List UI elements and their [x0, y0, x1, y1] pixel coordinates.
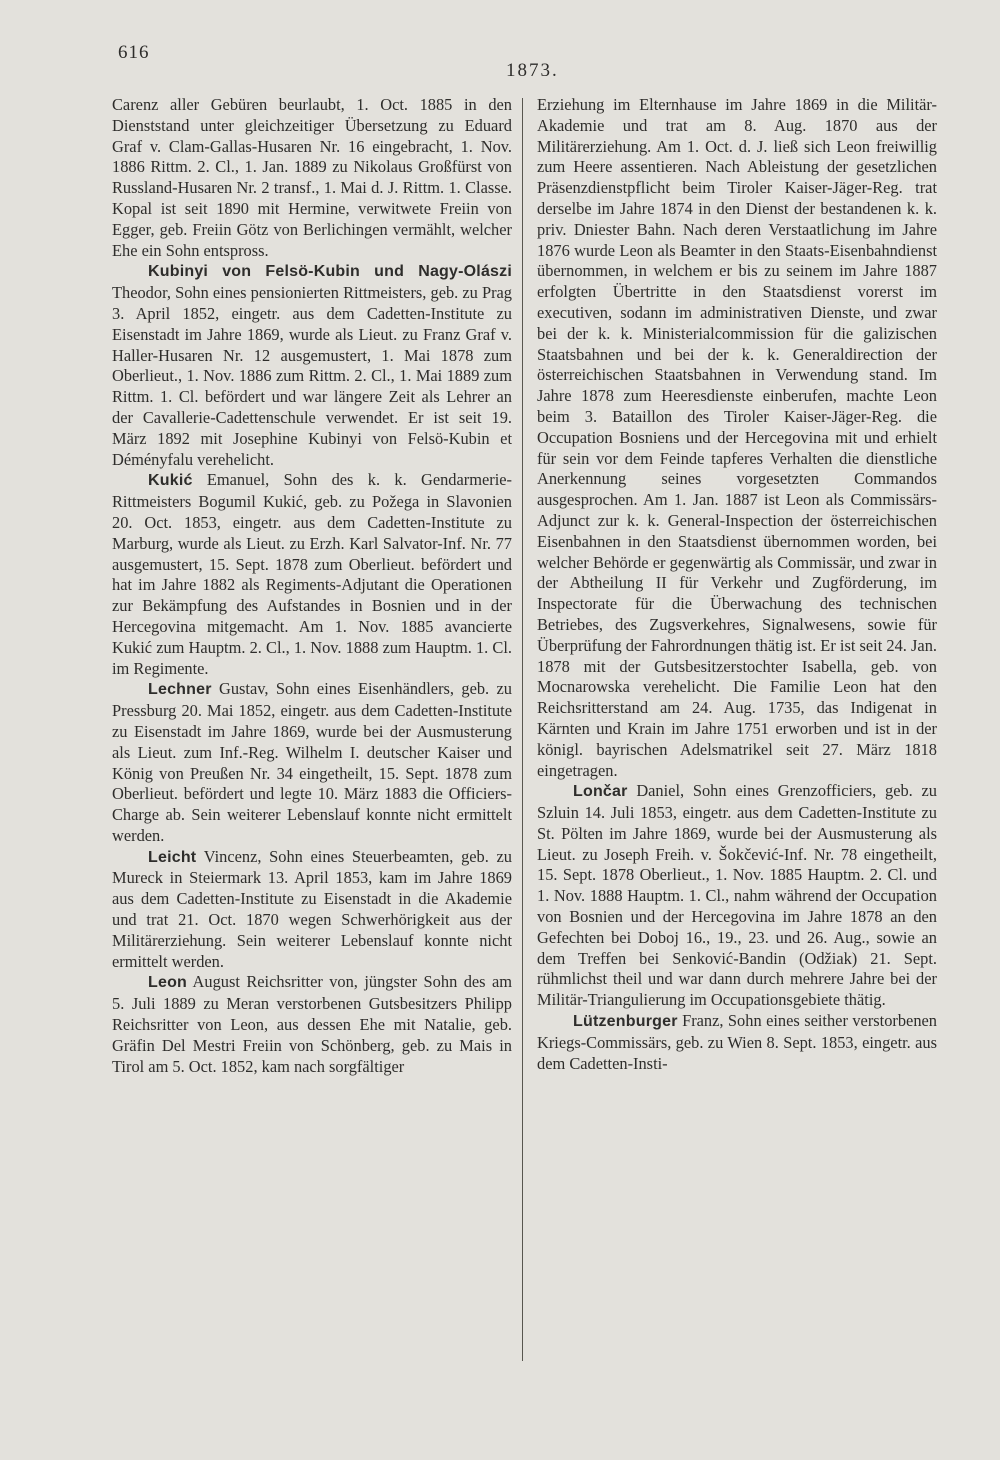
continuation-paragraph	[112, 95, 512, 261]
entry-text: Daniel, Sohn eines Grenzofficiers, geb. zu Szluin 14. Juli 1853, eingetr. aus dem Cadetten-Institute zu St. Pölten im Jahre 1869, wurde bei der Ausmusterung als Lieut. zu Joseph Freih. v. Šokčević-Inf. Nr. 78 eingetheilt, 15. Sept. 1878 Oberlieut., 1. Nov. 1885 Hauptm. 2. Cl. und 1. Nov. 1888 Hauptm. 1. Cl., nahm während der Occupation von Bosnien und der Hercegovina im Jahre 1878 an den Gefechten bei Doboj 16., 19., 23. und 26. Aug., sowie an dem Treffen bei Senković-Bandin (Odžiak) 21. Sept. rühmlichst theil und war dann durch mehrere Jahre bei der Militär-Triangulierung im Occupationsgebiete thätig.	[537, 781, 937, 1010]
biography-entry	[112, 847, 512, 973]
entry-name: Leon	[148, 974, 188, 992]
biography-entry	[112, 679, 512, 846]
entry-name: Lützenburger	[573, 1013, 678, 1031]
left-column	[112, 95, 512, 1077]
page-number: 616	[118, 42, 150, 63]
entry-text: Vincenz, Sohn eines Steuerbeamten, geb. zu Mureck in Steiermark 13. April 1853, kam im Jahre 1869 aus dem Cadetten-Institute zu Eisenstadt in die Akademie und trat 21. Oct. 1870 wegen Schwerhörigkeit aus der Militärerziehung. Sein weiterer Lebenslauf konnte nicht ermittelt werden.	[112, 846, 512, 971]
biography-entry	[112, 972, 512, 1077]
entry-name: Lechner	[148, 681, 212, 699]
entry-text: Franz, Sohn eines seither verstorbenen Kriegs-Commissärs, geb. zu Wien 8. Sept. 1853, eingetr. aus dem Cadetten-Insti-	[537, 1011, 937, 1073]
entry-name: Kubinyi von Felsö-Kubin und Nagy-Olászi	[148, 263, 512, 281]
biography-entry	[112, 470, 512, 679]
entry-text: Emanuel, Sohn des k. k. Gendarmerie-Rittmeisters Bogumil Kukić, geb. zu Požega in Slavonien 20. Oct. 1853, eingetr. aus dem Cadetten-Institute zu Marburg, wurde als Lieut. zu Erzh. Karl Salvator-Inf. Nr. 77 ausgemustert, 15. Sept. 1878 zum Oberlieut. befördert und hat im Jahre 1882 als Regiments-Adjutant die Operationen zur Bekämpfung des Aufstandes in Bosnien und in der Hercegovina mitgemacht. Am 1. Nov. 1885 avancierte Kukić zum Hauptm. 2. Cl., 1. Nov. 1888 zum Hauptm. 1. Cl. im Regimente.	[112, 470, 512, 678]
entry-text: August Reichsritter von, jüngster Sohn des am 5. Juli 1889 zu Meran verstorbenen Gutsbesitzers Philipp Reichsritter von Leon, aus dessen Ehe mit Natalie, geb. Gräfin Del Mestri Freiin von Schönberg, geb. zu Mais in Tirol am 5. Oct. 1852, kam nach sorgfältiger	[112, 972, 512, 1076]
entry-name: Kukić	[148, 472, 193, 490]
entry-name: Leicht	[148, 848, 197, 866]
entry-text: Gustav, Sohn eines Eisenhändlers, geb. zu Pressburg 20. Mai 1852, eingetr. aus dem Cadetten-Institute zu Eisenstadt im Jahre 1869, wurde bei der Ausmusterung als Lieut. zum Inf.-Reg. Wilhelm I. deutscher Kaiser und König von Preußen Nr. 34 eingetheilt, 15. Sept. 1878 zum Oberlieut. befördert und legte 10. März 1883 die Officiers-Charge ab. Sein weiterer Lebenslauf konnte nicht ermittelt werden.	[112, 679, 512, 845]
right-column	[537, 95, 937, 1074]
biography-entry	[537, 1011, 937, 1074]
entry-name: Lončar	[573, 783, 628, 801]
biography-entry	[112, 261, 512, 470]
paragraph-text: Erziehung im Elternhause im Jahre 1869 in die Militär-Akademie und trat am 8. Aug. 1870 aus der Militärerziehung. Am 1. Oct. d. J. ließ sich Leon freiwillig zum Heere assentieren. Nach Ableistung der gesetzlichen Präsenzdienstpflicht beim Tiroler Kaiser-Jäger-Reg. trat derselbe im Jahre 1874 in den Dienst der bestandenen k. k. priv. Dniester Bahn. Nach deren Verstaatlichung im Jahre 1876 wurde Leon als Beamter in den Staats-Eisenbahndienst übernommen, in welchem er bis zu seinem im Jahre 1887 erfolgten Übertritte in den Staatsdienst vorerst im executiven, sodann im administrativen Dienste, und zwar bei der k. k. Ministerialcommission für die galizischen Staatsbahnen und bei der k. k. Generaldirection der österreichischen Staatsbahnen in Verwendung stand. Im Jahre 1878 zum Heeresdienste einberufen, machte Leon beim 3. Bataillon des Tiroler Kaiser-Jäger-Reg. die Occupation Bosniens und der Hercegovina mit und erhielt für sein vor dem Feinde tapferes Verhalten die dienstliche Anerkennung seines vorgesetzten Commandos ausgesprochen. Am 1. Jan. 1887 ist Leon als Commissärs-Adjunct zur k. k. General-Inspection der österreichischen Eisenbahnen in den Staatsdienst übernommen worden, bei welcher Behörde er gegenwärtig als Commissär, und zwar in der Abtheilung II für Verkehr und Zugförderung, im Inspectorate für die Überwachung des technischen Betriebes, des Zugsverkehres, Signalwesens, sowie für Überprüfung der Fahrordnungen thätig ist. Er ist seit 24. Jan. 1878 mit der Gutsbesitzerstochter Isabella, geb. von Mocnarowska verehelicht. Die Familie Leon hat den Reichsritterstand am 24. Aug. 1735, das Indigenat in Kärnten und Krain im Jahre 1751 erworben und ist in der königl. bayrischen Adelsmatrikel seit 27. März 1818 eingetragen.	[537, 95, 937, 780]
continuation-paragraph	[537, 95, 937, 781]
paragraph-text: Carenz aller Gebüren beurlaubt, 1. Oct. 1885 in den Dienststand unter gleichzeitiger Übersetzung zu Eduard Graf v. Clam-Gallas-Husaren Nr. 16 eingebracht, 1. Nov. 1886 Rittm. 2. Cl., 1. Jan. 1889 zu Nikolaus Großfürst von Russland-Husaren Nr. 2 transf., 1. Mai d. J. Rittm. 1. Classe. Kopal ist seit 1890 mit Hermine, verwitwete Freiin von Egger, geb. Freiin Götz von Berlichingen vermählt, welcher Ehe ein Sohn entspross.	[112, 95, 512, 260]
column-divider	[522, 98, 523, 1361]
biography-entry	[537, 781, 937, 1011]
entry-text: Theodor, Sohn eines pensionierten Rittmeisters, geb. zu Prag 3. April 1852, eingetr. aus dem Cadetten-Institute zu Eisenstadt im Jahre 1869, wurde als Lieut. zu Franz Graf v. Haller-Husaren Nr. 12 ausgemustert, 1. Mai 1878 zum Oberlieut., 1. Nov. 1886 zum Rittm. 2. Cl., 1. Mai 1889 zum Rittm. 1. Cl. befördert und war längere Zeit als Lehrer an der Cavallerie-Cadettenschule verwendet. Er ist seit 19. März 1892 mit Josephine Kubinyi von Felsö-Kubin et Déményfalu verehelicht.	[112, 283, 512, 469]
page-header-year: 1873.	[506, 60, 559, 81]
